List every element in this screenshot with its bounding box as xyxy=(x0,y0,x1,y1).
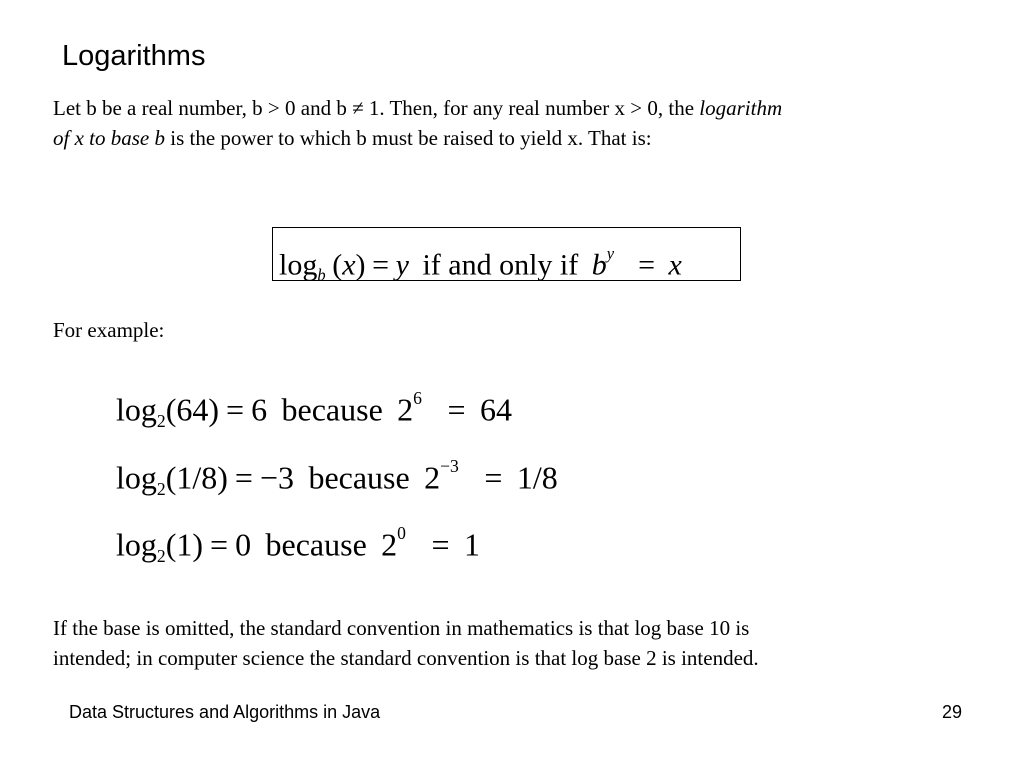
example-equals-2: = xyxy=(484,459,503,496)
definition-arg: x xyxy=(342,248,356,282)
example-power-exp: 0 xyxy=(397,523,406,543)
slide-title: Logarithms xyxy=(62,40,206,72)
example-arg: (1) xyxy=(165,526,203,563)
example-log: log xyxy=(116,459,157,496)
example-base: 2 xyxy=(156,410,166,431)
example-equals: = xyxy=(226,391,245,428)
intro-italic-2: of x to base b xyxy=(53,126,165,150)
example-result: 0 xyxy=(235,526,252,563)
example-power-exp: −3 xyxy=(440,456,459,476)
intro-paragraph xyxy=(53,93,983,153)
example-log: log xyxy=(116,526,157,563)
example-power-result: 1/8 xyxy=(516,459,558,496)
example-base: 2 xyxy=(156,545,166,566)
closing-line-1: If the base is omitted, the standard convention in mathematics is that log base 10 is xyxy=(53,616,750,640)
example-equals-2: = xyxy=(431,526,450,563)
example-result: 6 xyxy=(251,391,268,428)
definition-open-paren: ( xyxy=(332,248,343,282)
example-arg: (1/8) xyxy=(165,459,228,496)
example-log: log xyxy=(116,391,157,428)
intro-italic-1: logarithm xyxy=(699,96,783,120)
intro-line-2 xyxy=(53,123,983,153)
example-arg: (64) xyxy=(165,391,219,428)
example-label: For example: xyxy=(53,318,165,342)
definition-log: log xyxy=(279,248,318,282)
definition-power-result: x xyxy=(668,248,682,282)
example-result: −3 xyxy=(260,459,295,496)
example-formula xyxy=(116,444,558,511)
example-equals: = xyxy=(234,459,253,496)
example-base: 2 xyxy=(156,478,166,499)
example-because: because xyxy=(265,526,367,563)
intro-text-1: Let b be a real number, b > 0 and b ≠ 1. Then, for any real number x > 0, the xyxy=(53,96,700,120)
example-power-base: 2 xyxy=(424,459,441,496)
example-power-base: 2 xyxy=(397,391,414,428)
intro-text-2: is the power to which b must be raised to yield x. That is: xyxy=(164,126,652,150)
definition-equals-2: = xyxy=(638,248,656,282)
example-power-result: 64 xyxy=(479,391,512,428)
footer-course-title: Data Structures and Algorithms in Java xyxy=(69,702,381,722)
definition-equals: = xyxy=(372,248,390,282)
intro-line-1 xyxy=(53,93,983,123)
definition-power-base: b xyxy=(591,248,607,282)
example-power-exp: 6 xyxy=(413,388,422,408)
definition-base: b xyxy=(317,265,326,285)
definition-formula xyxy=(279,234,682,295)
example-because: because xyxy=(308,459,410,496)
example-formula xyxy=(116,511,480,578)
example-power-result: 1 xyxy=(463,526,480,563)
closing-paragraph xyxy=(53,613,983,673)
example-equals: = xyxy=(210,526,229,563)
definition-power-exp: y xyxy=(606,244,615,263)
example-power-base: 2 xyxy=(381,526,398,563)
example-because: because xyxy=(281,391,383,428)
example-equals-2: = xyxy=(447,391,466,428)
definition-close-paren: ) xyxy=(355,248,366,282)
definition-result: y xyxy=(395,248,409,282)
footer-page-number: 29 xyxy=(941,702,962,722)
example-formula xyxy=(116,376,512,443)
definition-box xyxy=(272,227,741,285)
definition-connector: if and only if xyxy=(422,248,579,282)
closing-line-2: intended; in computer science the standard convention is that log base 2 is intended. xyxy=(53,646,759,670)
